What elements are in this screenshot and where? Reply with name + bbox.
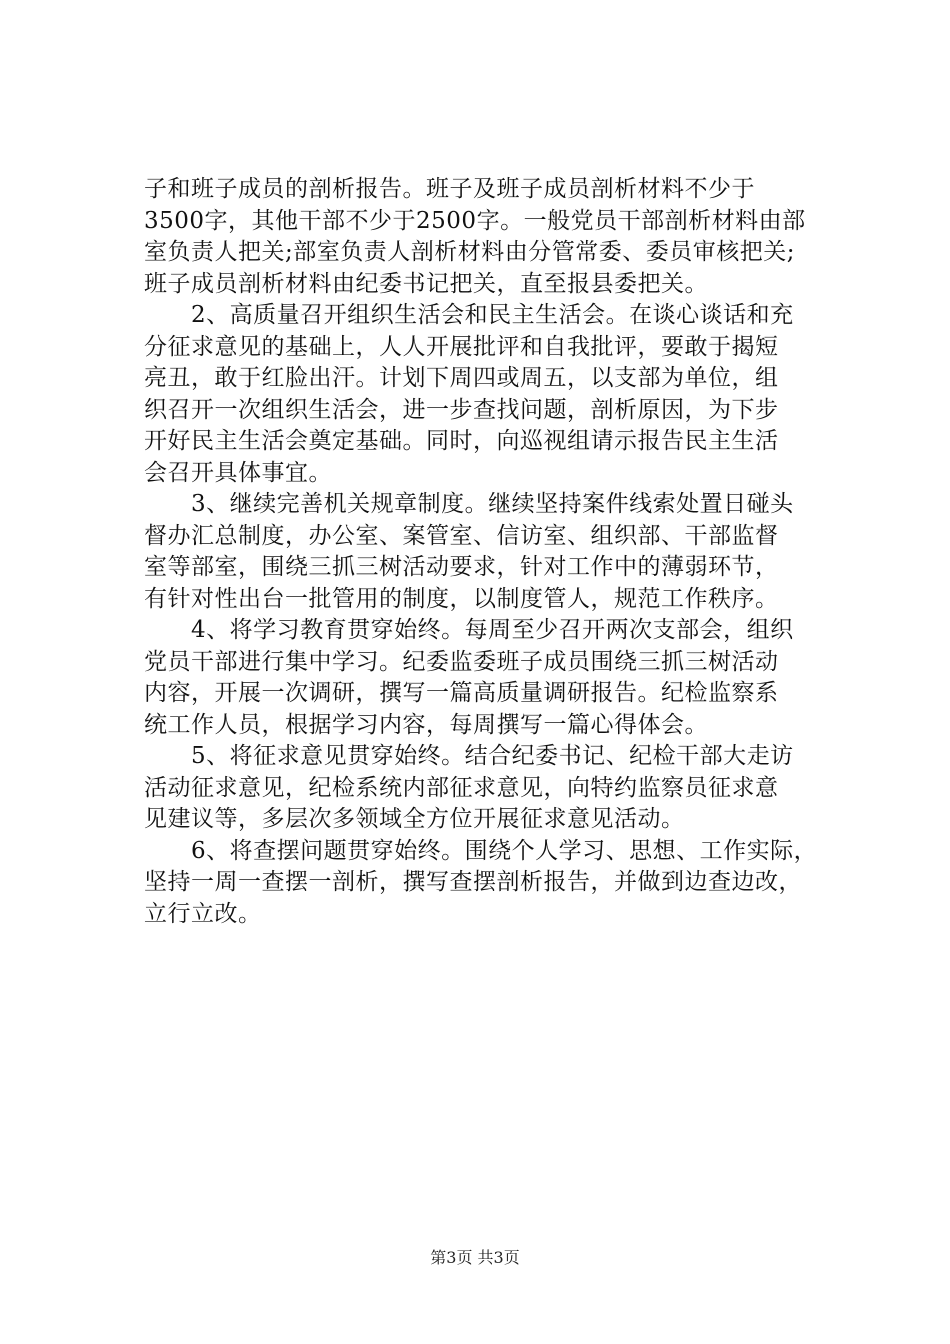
text-line: 织召开一次组织生活会，进一步查找问题，剖析原因，为下步 bbox=[144, 396, 779, 423]
text-line: 室等部室，围绕三抓三树活动要求，针对工作中的薄弱环节， bbox=[144, 554, 779, 580]
text-line: 会召开具体事宜。 bbox=[144, 459, 332, 486]
text-line: 5、将征求意见贯穿始终。结合纪委书记、纪检干部大走访 bbox=[144, 743, 794, 769]
text-line: 子和班子成员的剖析报告。班子及班子成员剖析材料不少于 bbox=[144, 176, 755, 202]
text-line: 统工作人员，根据学习内容，每周撰写一篇心得体会。 bbox=[144, 711, 708, 738]
text-line: 党员干部进行集中学习。纪委监委班子成员围绕三抓三树活动 bbox=[144, 648, 779, 675]
text-line: 3、继续完善机关规章制度。继续坚持案件线索处置日碰头 bbox=[144, 491, 794, 517]
text-line: 坚持一周一查摆一剖析，撰写查摆剖析报告，并做到边查边改， bbox=[144, 869, 802, 895]
document-body bbox=[144, 174, 816, 930]
text-line: 分征求意见的基础上，人人开展批评和自我批评，要敢于揭短 bbox=[144, 333, 779, 360]
text-line: 活动征求意见，纪检系统内部征求意见，向特约监察员征求意 bbox=[144, 774, 779, 801]
text-line: 有针对性出台一批管用的制度，以制度管人，规范工作秩序。 bbox=[144, 585, 779, 612]
text-line: 6、将查摆问题贯穿始终。围绕个人学习、思想、工作实际， bbox=[144, 837, 818, 864]
page-number-footer: 第3页 共3页 bbox=[430, 1248, 520, 1267]
text-line: 室负责人把关;部室负责人剖析材料由分管常委、委员审核把关; bbox=[144, 239, 795, 265]
text-line: 亮丑，敢于红脸出汗。计划下周四或周五，以支部为单位，组 bbox=[144, 365, 779, 391]
text-line: 见建议等，多层次多领域全方位开展征求意见活动。 bbox=[144, 806, 685, 832]
text-line: 开好民主生活会奠定基础。同时，向巡视组请示报告民主生活 bbox=[144, 428, 779, 454]
text-line: 2、高质量召开组织生活会和民主生活会。在谈心谈话和充 bbox=[144, 302, 794, 328]
text-line: 立行立改。 bbox=[144, 900, 262, 927]
text-line: 督办汇总制度，办公室、案管室、信访室、组织部、干部监督 bbox=[144, 522, 779, 549]
text-line: 班子成员剖析材料由纪委书记把关，直至报县委把关。 bbox=[144, 270, 708, 297]
text-line: 内容，开展一次调研，撰写一篇高质量调研报告。纪检监察系 bbox=[144, 680, 779, 706]
text-line: 3500字，其他干部不少于2500字。一般党员干部剖析材料由部 bbox=[144, 207, 806, 234]
text-line: 4、将学习教育贯穿始终。每周至少召开两次支部会，组织 bbox=[144, 617, 794, 643]
